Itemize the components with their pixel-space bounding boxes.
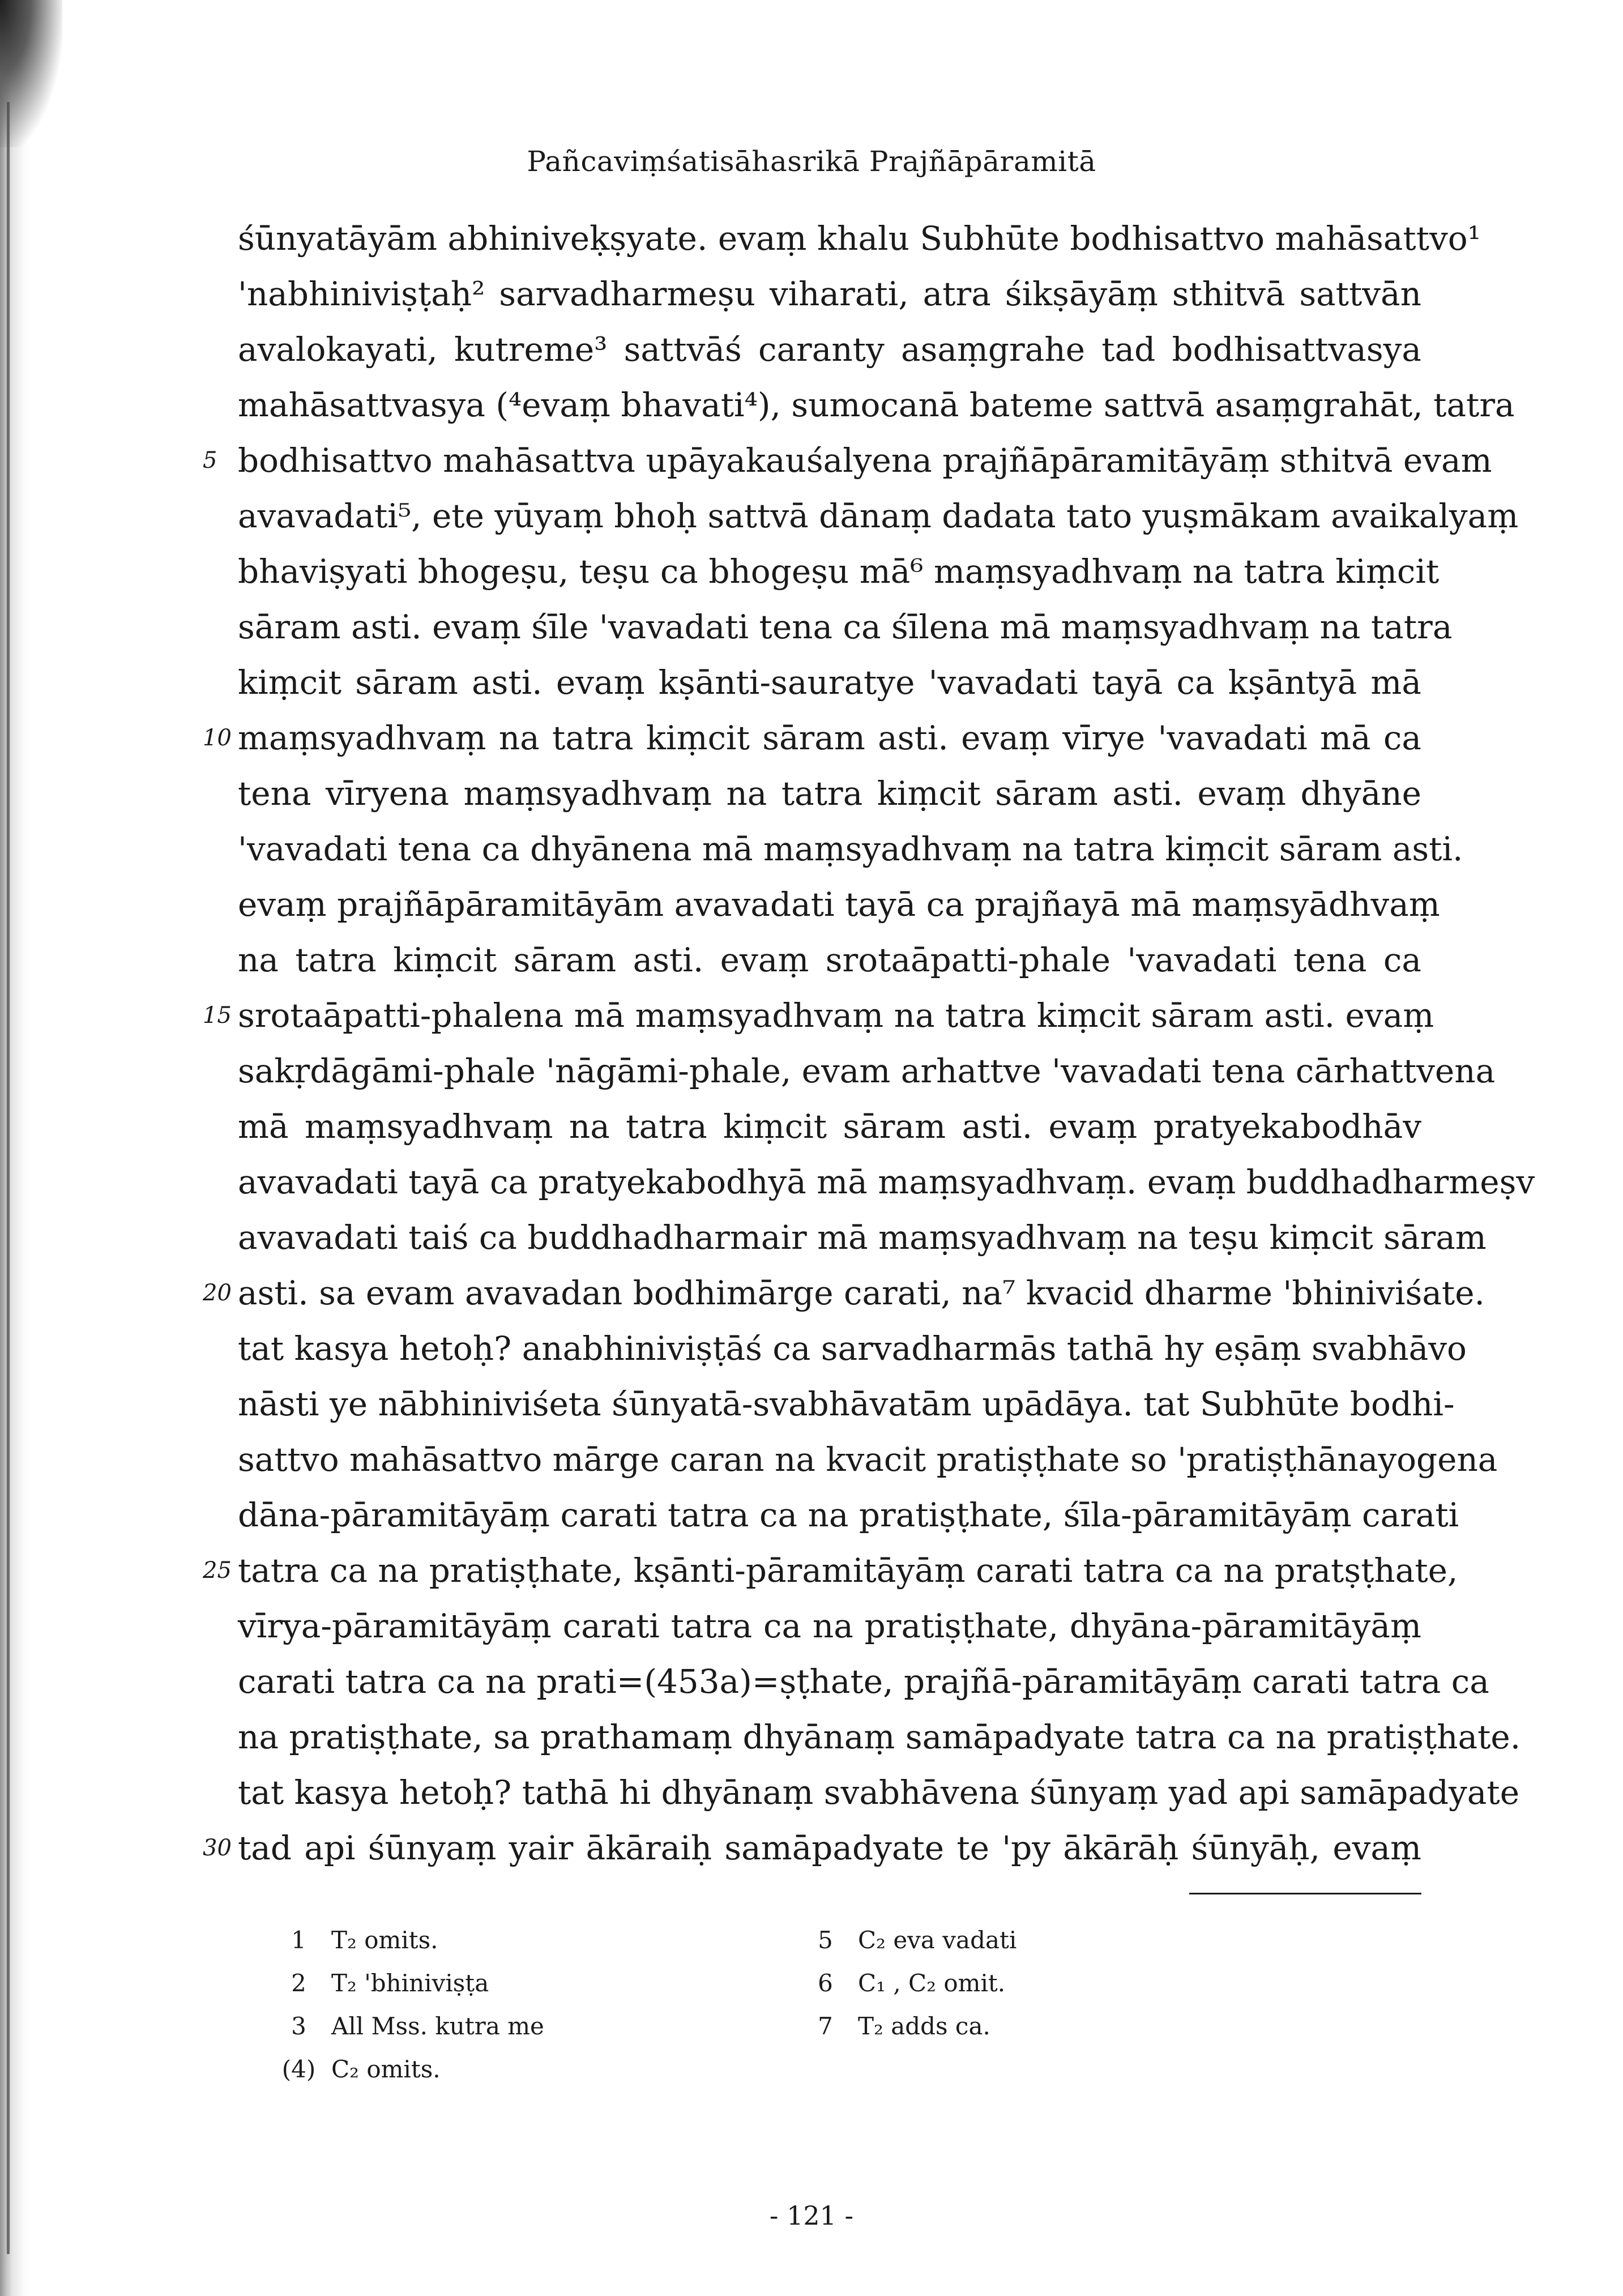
footnote-number: 7	[818, 2012, 833, 2040]
text-line: carati tatra ca na prati=(453a)=ṣṭhate, prajñā-pāramitāyāṃ carati tatra ca	[238, 1662, 1489, 1701]
footnote	[277, 2048, 441, 2091]
footnote-number: 5	[818, 1926, 833, 1954]
footnote-number: 6	[818, 1969, 833, 1997]
text-line: kiṃcit sāram asti. evaṃ kṣānti-sauratye 'vavadati tayā ca kṣāntyā mā	[238, 663, 1421, 702]
text-line: śūnyatāyām abhiniveḳṣyate. evaṃ khalu Subhūte bodhisattvo mahāsattvo¹	[238, 219, 1481, 258]
text-line: sāram asti. evaṃ śīle 'vavadati tena ca śīlena mā maṃsyadhvaṃ na tatra	[238, 608, 1453, 646]
text-line: avavadati taiś ca buddhadharmair mā maṃsyadhvaṃ na teṣu kiṃcit sāram	[238, 1218, 1487, 1257]
text-line: vīrya-pāramitāyāṃ carati tatra ca na pratiṣṭhate, dhyāna-pāramitāyāṃ	[238, 1607, 1421, 1645]
main-text	[0, 211, 1623, 1887]
text-line: tat kasya hetoḥ? anabhiniviṣṭāś ca sarvadharmās tathā hy eṣāṃ svabhāvo	[238, 1329, 1467, 1368]
text-line: 'vavadati tena ca dhyānena mā maṃsyadhvaṃ na tatra kiṃcit sāram asti.	[238, 830, 1463, 868]
page-number: - 121 -	[769, 2200, 854, 2231]
text-line: na pratiṣṭhate, sa prathamaṃ dhyānaṃ samāpadyate tatra ca na pratiṣṭhate.	[238, 1718, 1521, 1756]
footnote-number: 3	[291, 2012, 306, 2040]
text-line: bhaviṣyati bhogeṣu, teṣu ca bhogeṣu mā⁶ maṃsyadhvaṃ na tatra kiṃcit	[238, 552, 1440, 591]
footnote	[804, 1962, 1005, 2005]
text-line: dāna-pāramitāyāṃ carati tatra ca na pratiṣṭhate, śīla-pāramitāyāṃ carati	[238, 1496, 1459, 1534]
footnote	[804, 2005, 990, 2048]
text-line: nāsti ye nābhiniviśeta śūnyatā-svabhāvatām upādāya. tat Subhūte bodhi-	[238, 1385, 1455, 1423]
text-line: tena vīryena maṃsyadhvaṃ na tatra kiṃcit sāram asti. evaṃ dhyāne	[238, 774, 1421, 813]
footnote-text: C₂ omits.	[331, 2055, 441, 2083]
footnote-rule	[1189, 1893, 1421, 1894]
text-line: na tatra kiṃcit sāram asti. evaṃ srotaāpatti-phale 'vavadati tena ca	[238, 941, 1421, 979]
text-line: 'nabhiniviṣṭaḥ² sarvadharmeṣu viharati, atra śikṣāyāṃ sthitvā sattvān	[238, 275, 1421, 313]
line-number: 15	[203, 1002, 232, 1028]
footnote	[277, 2005, 544, 2048]
footnote-text: T₂ adds ca.	[858, 2012, 990, 2040]
line-number: 25	[203, 1557, 232, 1584]
text-line: tat kasya hetoḥ? tathā hi dhyānaṃ svabhāvena śūnyaṃ yad api samāpadyate	[238, 1773, 1520, 1812]
text-line: tad api śūnyaṃ yair ākāraiḥ samāpadyate te 'py ākārāḥ śūnyāḥ, evaṃ	[238, 1829, 1421, 1867]
running-head: Pañcaviṃśatisāhasrikā Prajñāpāramitā	[527, 145, 1096, 178]
text-line: sakṛdāgāmi-phale 'nāgāmi-phale, evam arhattve 'vavadati tena cārhattvena	[238, 1052, 1496, 1090]
footnote-text: T₂ omits.	[331, 1926, 438, 1954]
text-line: mā maṃsyadhvaṃ na tatra kiṃcit sāram asti. evaṃ pratyekabodhāv	[238, 1107, 1421, 1146]
text-line: tatra ca na pratiṣṭhate, kṣānti-pāramitāyāṃ carati tatra ca na pratṣṭhate,	[238, 1551, 1458, 1590]
text-line: avavadati tayā ca pratyekabodhyā mā maṃsyadhvaṃ. evaṃ buddhadharmeṣv	[238, 1163, 1535, 1201]
footnote-number: 2	[291, 1969, 306, 1997]
footnote-number: 1	[291, 1926, 306, 1954]
footnote	[277, 1919, 438, 1962]
text-line: mahāsattvasya (⁴evaṃ bhavati⁴), sumocanā bateme sattvā asaṃgrahāt, tatra	[238, 386, 1515, 424]
footnote-text: All Mss. kutra me	[331, 2012, 544, 2040]
text-line: maṃsyadhvaṃ na tatra kiṃcit sāram asti. evaṃ vīrye 'vavadati mā ca	[238, 719, 1421, 757]
text-line: evaṃ prajñāpāramitāyām avavadati tayā ca prajñayā mā maṃsyādhvaṃ	[238, 885, 1440, 924]
text-line: avalokayati, kutreme³ sattvāś caranty asaṃgrahe tad bodhisattvasya	[238, 330, 1421, 369]
text-line: asti. sa evam avavadan bodhimārge carati, na⁷ kvacid dharme 'bhiniviśate.	[238, 1274, 1485, 1312]
footnote-number: (4)	[281, 2055, 316, 2083]
footnote-text: C₁ , C₂ omit.	[858, 1969, 1006, 1997]
text-line: bodhisattvo mahāsattva upāyakauśalyena prajñāpāramitāyāṃ sthitvā evam	[238, 441, 1492, 480]
footnote-text: T₂ 'bhiniviṣṭa	[331, 1969, 489, 1997]
line-number: 5	[203, 447, 217, 473]
line-number: 30	[203, 1835, 232, 1861]
text-line: avavadati⁵, ete yūyaṃ bhoḥ sattvā dānaṃ dadata tato yuṣmākam avaikalyaṃ	[238, 497, 1519, 535]
text-line: srotaāpatti-phalena mā maṃsyadhvaṃ na tatra kiṃcit sāram asti. evaṃ	[238, 996, 1434, 1035]
footnote	[277, 1962, 489, 2005]
text-line: sattvo mahāsattvo mārge caran na kvacit pratiṣṭhate so 'pratiṣṭhānayogena	[238, 1440, 1498, 1479]
footnote-text: C₂ eva vadati	[858, 1926, 1017, 1954]
line-number: 20	[203, 1280, 232, 1306]
footnote	[804, 1919, 1016, 1962]
line-number: 10	[203, 725, 232, 751]
